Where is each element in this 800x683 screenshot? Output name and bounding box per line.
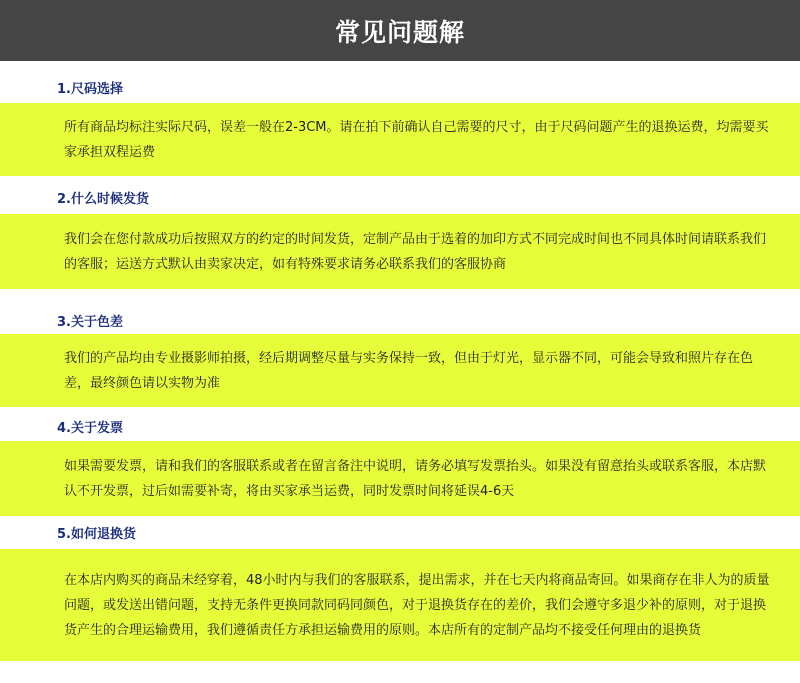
section-title-invoice: 4.关于发票 <box>57 421 123 436</box>
section-title-shipping: 2.什么时候发货 <box>57 192 149 207</box>
section-title-color: 3.关于色差 <box>57 315 123 330</box>
section-band-size <box>0 103 800 176</box>
section-body-invoice: 如果需要发票，请和我们的客服联系或者在留言备注中说明，请务必填写发票抬头。如果没有留意抬头或联系客服，本店默认不开发票，过后如需要补寄，将由买家承当运费，同时发票时间将延误4-6天 <box>64 458 767 499</box>
section-body-color: 我们的产品均由专业摄影师拍摄，经后期调整尽量与实务保持一致，但由于灯光，显示器不同，可能会导致和照片存在色差，最终颜色请以实物为准 <box>64 350 754 391</box>
page-header <box>0 0 800 61</box>
section-body-size: 所有商品均标注实际尺码，误差一般在2-3CM。请在拍下前确认自己需要的尺寸，由于尺码问题产生的退换运费，均需要买家承担双程运费 <box>64 119 769 160</box>
section-band-invoice <box>0 441 800 516</box>
section-title-returns: 5.如何退换货 <box>57 527 136 542</box>
section-band-returns <box>0 549 800 661</box>
section-band-color <box>0 334 800 407</box>
section-body-returns: 在本店内购买的商品未经穿着，48小时内与我们的客服联系，提出需求，并在七天内将商品寄回。如果商存在非人为的质量问题，或发送出错问题，支持无条件更换同款同码同颜色，对于退换货存在的差价，我们会遵守多退少补的原则，对于退换货产生的合理运输费用，我们遵循责任方承担运输费用的原则。本店所有的定制产品均不接受任何理由的退换货 <box>64 572 770 638</box>
section-band-shipping <box>0 214 800 289</box>
section-body-shipping: 我们会在您付款成功后按照双方的约定的时间发货，定制产品由于选着的加印方式不同完成时间也不同具体时间请联系我们的客服；运送方式默认由卖家决定，如有特殊要求请务必联系我们的客服协商 <box>64 231 767 272</box>
page-title: 常见问题解 <box>334 17 465 47</box>
section-title-size: 1.尺码选择 <box>57 82 123 97</box>
